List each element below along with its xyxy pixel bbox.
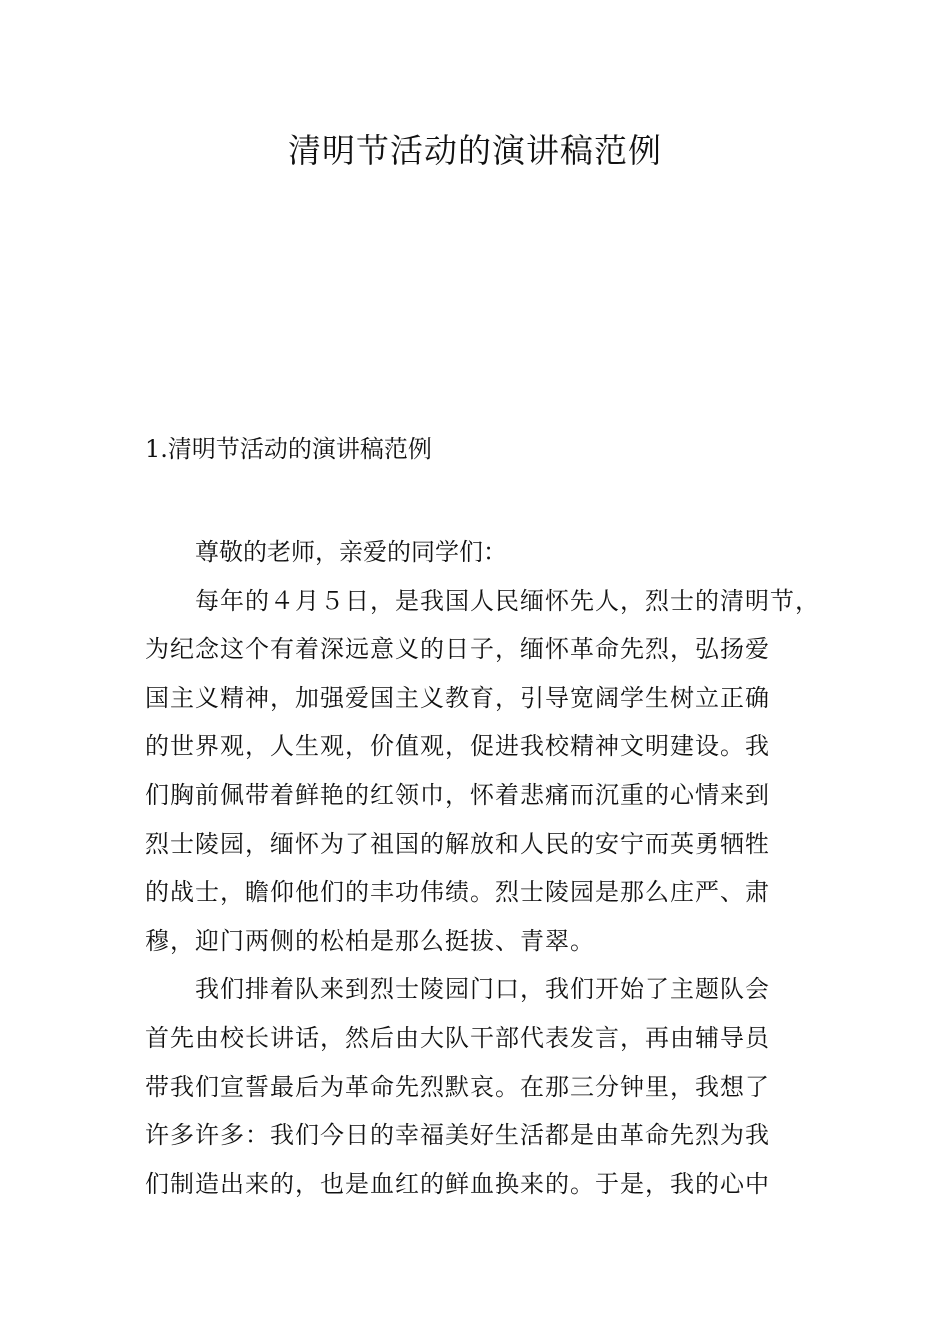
section-heading: 1.清明节活动的演讲稿范例 (145, 435, 432, 463)
paragraph-line: 穆，迎门两侧的松柏是那么挺拔、青翠。 (145, 926, 595, 955)
paragraph-line: 首先由校长讲话，然后由大队干部代表发言，再由辅导员 (145, 1023, 770, 1052)
paragraph-line: 我们排着队来到烈士陵园门口，我们开始了主题队会 (195, 975, 770, 1004)
paragraph-line: 带我们宣誓最后为革命先烈默哀。在那三分钟里，我想了 (145, 1072, 770, 1101)
paragraph-line: 烈士陵园，缅怀为了祖国的解放和人民的安宁而英勇牺牲 (145, 829, 770, 858)
document-title: 清明节活动的演讲稿范例 (288, 131, 662, 170)
paragraph-line: 为纪念这个有着深远意义的日子，缅怀革命先烈，弘扬爱 (145, 635, 770, 664)
paragraph-line: 国主义精神，加强爱国主义教育，引导宽阔学生树立正确 (145, 683, 770, 712)
paragraph-1 (145, 577, 825, 966)
paragraph-line: 的战士，瞻仰他们的丰功伟绩。烈士陵园是那么庄严、肃 (145, 878, 770, 907)
paragraph-line: 的世界观，人生观，价值观，促进我校精神文明建设。我 (145, 732, 770, 761)
paragraph-2 (145, 965, 825, 1208)
paragraph-line: 每年的４月５日，是我国人民缅怀先人，烈士的清明节， (195, 586, 820, 615)
document-body (145, 528, 825, 1208)
salutation: 尊敬的老师，亲爱的同学们： (195, 538, 507, 566)
paragraph-line: 许多许多：我们今日的幸福美好生活都是由革命先烈为我 (145, 1121, 770, 1150)
paragraph-line: 们制造出来的，也是血红的鲜血换来的。于是，我的心中 (145, 1169, 770, 1198)
paragraph-line: 们胸前佩带着鲜艳的红领巾，怀着悲痛而沉重的心情来到 (145, 780, 770, 809)
